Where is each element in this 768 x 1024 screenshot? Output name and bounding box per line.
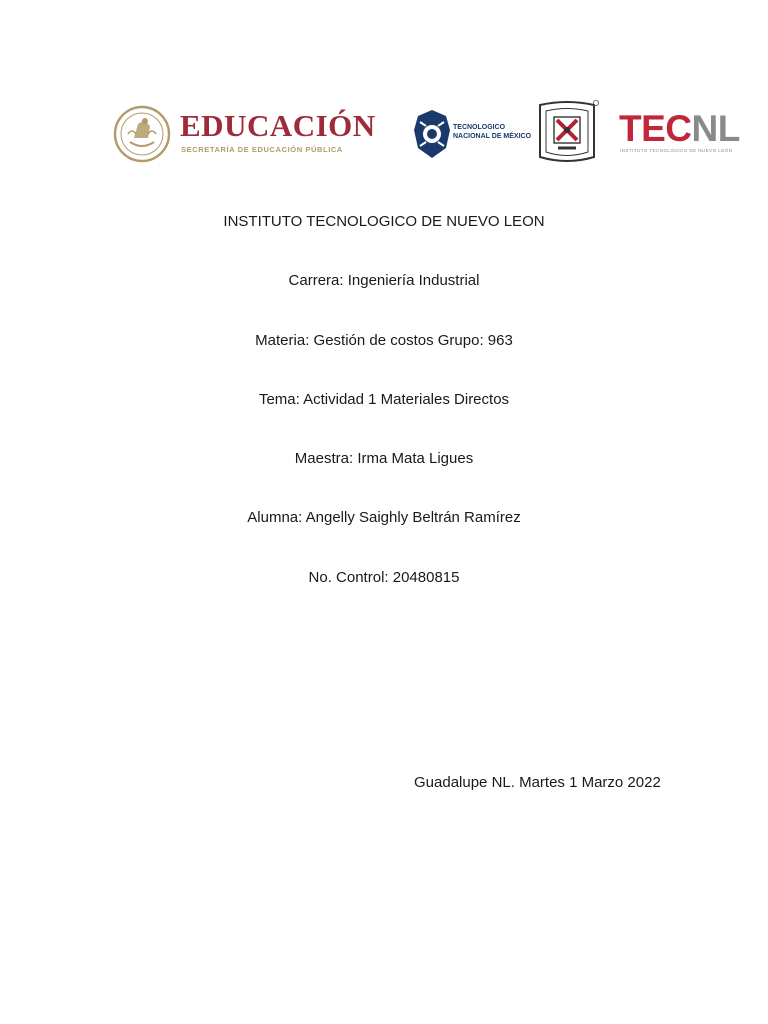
- place-date-line: Guadalupe NL. Martes 1 Marzo 2022: [414, 774, 661, 791]
- career-line: Carrera: Ingeniería Industrial: [288, 272, 480, 289]
- control-number-line: No. Control: 20480815: [308, 569, 460, 586]
- tecnl-part-tec: TEC: [619, 108, 692, 149]
- teacher-line: Maestra: Irma Mata Ligues: [294, 450, 474, 467]
- tecnm-line2: NACIONAL DE MÉXICO: [453, 133, 532, 140]
- sep-subtitle: SECRETARÍA DE EDUCACIÓN PÚBLICA: [181, 145, 343, 154]
- tecnl-subtitle: INSTITUTO TECNOLÓGICO DE NUEVO LEÓN: [620, 148, 733, 153]
- student-line: Alumna: Angelly Saighly Beltrán Ramírez: [247, 509, 521, 526]
- tecnm-wordmark: [453, 123, 531, 141]
- logo-banner: [110, 96, 740, 170]
- mexican-coat-of-arms-icon: [110, 104, 174, 164]
- institution-name: INSTITUTO TECNOLOGICO DE NUEVO LEON: [223, 213, 545, 230]
- tecnm-emblem-icon: [412, 108, 452, 160]
- sep-wordmark: EDUCACIÓN: [180, 108, 376, 143]
- tecnl-wordmark: [619, 110, 740, 147]
- tecnm-line1: TECNOLOGICO: [453, 124, 506, 131]
- subject-line: Materia: Gestión de costos Grupo: 963: [255, 332, 513, 349]
- tecnl-part-nl: NL: [691, 108, 740, 149]
- topic-line: Tema: Actividad 1 Materiales Directos: [258, 391, 510, 408]
- itnl-seal-icon: [532, 99, 602, 167]
